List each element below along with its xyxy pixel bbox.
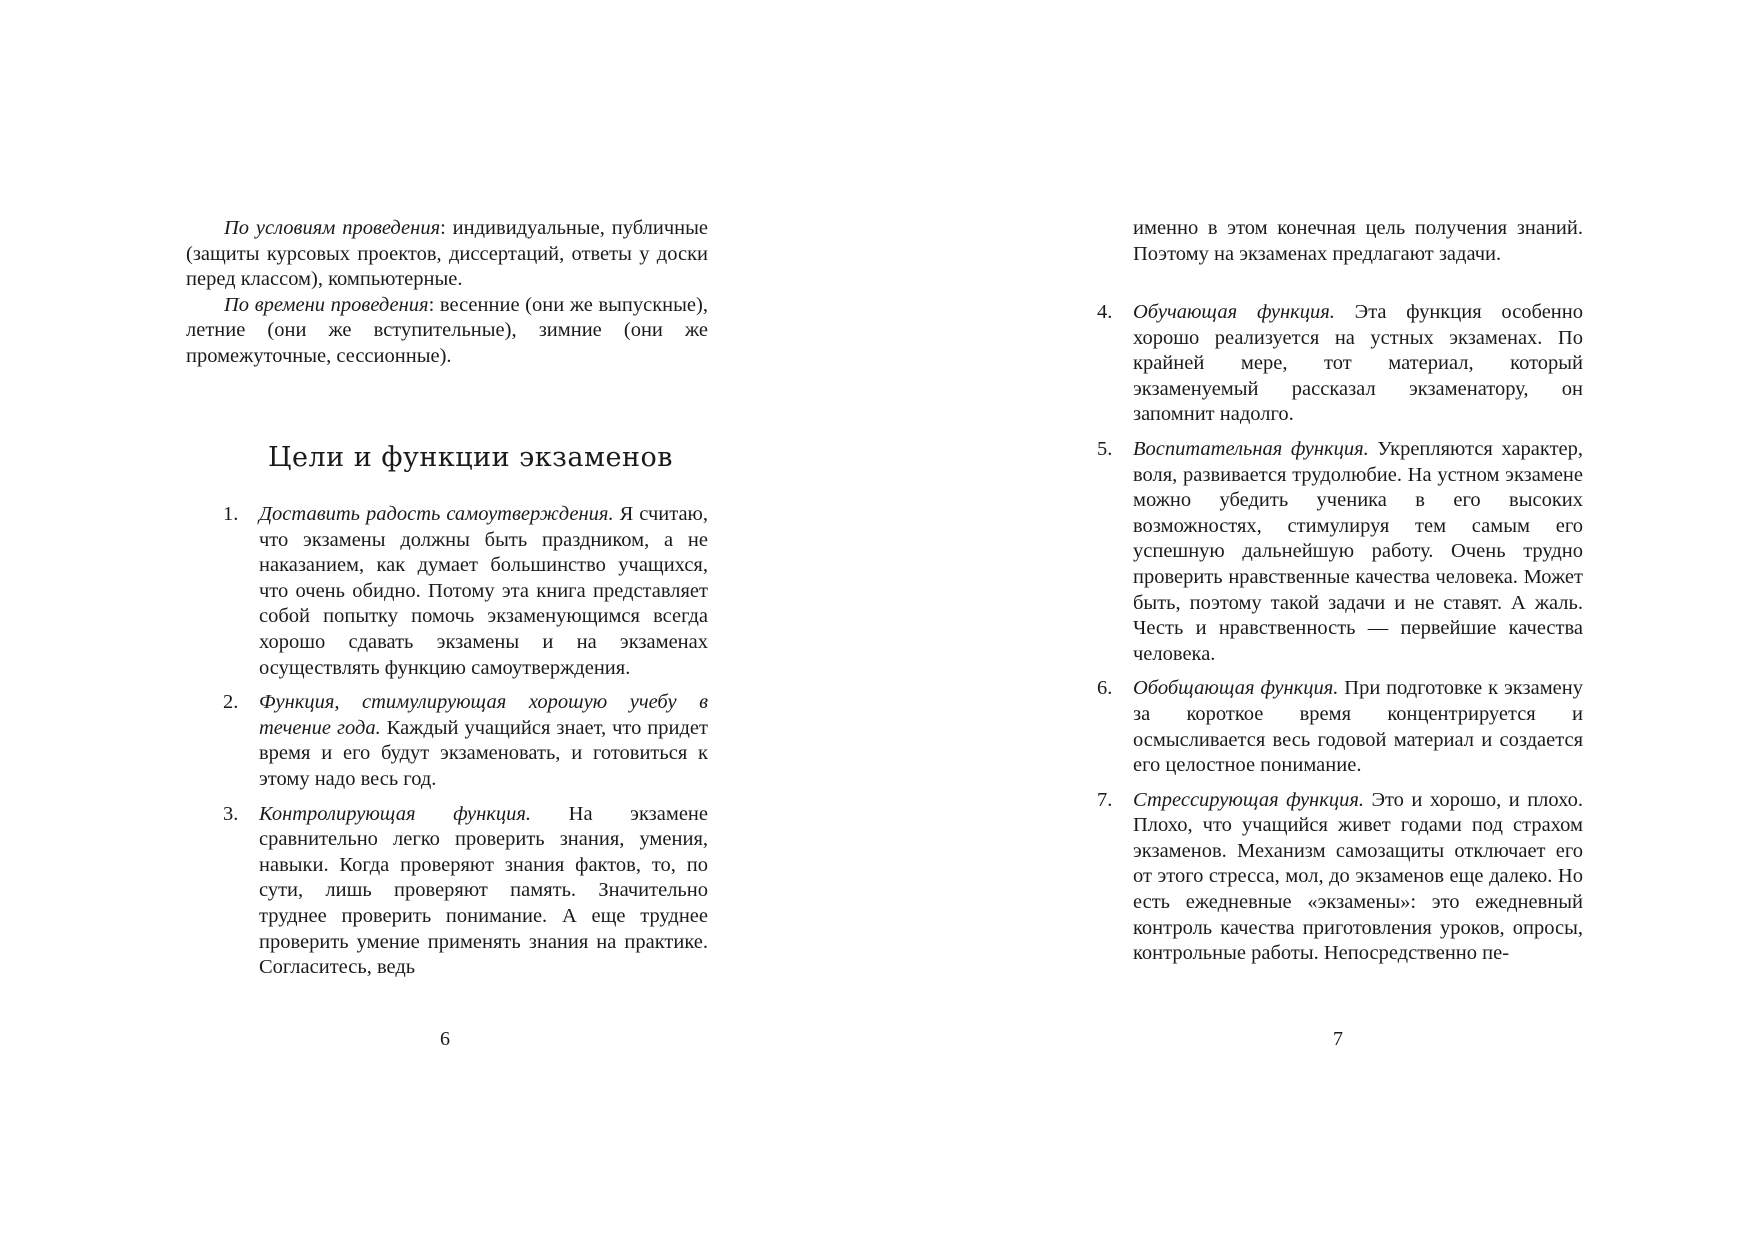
functions-list bbox=[223, 502, 709, 981]
list-item bbox=[1097, 676, 1583, 778]
item-lead: Функция, стимулирующая хорошую учебу в течение года. bbox=[259, 691, 708, 739]
right-list bbox=[1097, 300, 1584, 976]
item-number: 6. bbox=[1097, 677, 1113, 700]
item-body bbox=[259, 502, 708, 681]
page-number: 7 bbox=[1333, 1028, 1343, 1050]
paragraph-text: : весенние (они же выпускные), летние (они же вступительные), зимние (они же промежуточные, сессионные). bbox=[186, 293, 708, 367]
list-item bbox=[223, 502, 708, 681]
item-lead: Обучающая функция. bbox=[1133, 301, 1335, 323]
item-body bbox=[1133, 437, 1583, 667]
right-continuation bbox=[1133, 216, 1583, 267]
item-text: При подготовке к экзамену за короткое время концентрируется и осмысливается весь годовой материал и создается его целостное понимание. bbox=[1133, 677, 1583, 777]
list-item bbox=[1097, 300, 1583, 428]
page-number: 6 bbox=[440, 1028, 450, 1050]
paragraph-conditions bbox=[186, 216, 708, 293]
item-number: 4. bbox=[1097, 301, 1113, 323]
item-number: 7. bbox=[1097, 788, 1113, 811]
list-item bbox=[1097, 788, 1583, 967]
right-page bbox=[877, 0, 1755, 1240]
item-lead: Стрессирующая функция. bbox=[1133, 788, 1364, 811]
item-lead: Контролирующая функция. bbox=[259, 802, 532, 825]
item-text: На экзамене сравнительно легко проверить знания, умения, навыки. Когда проверяют знания фактов, то, по сути, лишь проверяют память. Значительно труднее проверить понимание. А еще труднее проверить умение применять знания на практике. Согласитесь, ведь bbox=[259, 802, 709, 979]
item-body bbox=[1133, 300, 1583, 428]
item-number: 3. bbox=[223, 802, 239, 825]
item-text: Это и хорошо, и плохо. Плохо, что учащийся живет годами под страхом экзаменов. Механизм самозащиты отключает его от этого стресса, мол, до экзаменов еще далеко. Но есть ежедневные «экзамены»: это ежедневный контроль качества приготовления уроков, опросы, контрольные работы. Непосредственно пе- bbox=[1133, 788, 1583, 965]
left-list bbox=[223, 502, 709, 990]
list-item bbox=[1097, 437, 1584, 667]
item-body bbox=[259, 690, 708, 792]
item-lead: Доставить радость самоутверждения. bbox=[259, 503, 614, 525]
left-page bbox=[0, 0, 877, 1240]
functions-list-continued bbox=[1097, 300, 1584, 967]
item-lead: Обобщающая функция. bbox=[1133, 677, 1339, 700]
left-intro bbox=[186, 216, 708, 370]
item-lead: Воспитательная функция. bbox=[1133, 437, 1369, 460]
item-body bbox=[259, 802, 708, 981]
list-item bbox=[223, 690, 708, 792]
item-number: 5. bbox=[1097, 437, 1113, 460]
item-number: 1. bbox=[223, 503, 239, 525]
item-body bbox=[1133, 676, 1583, 778]
section-heading: Цели и функции экзаменов bbox=[268, 442, 673, 473]
paragraph-lead: По условиям проведения bbox=[224, 217, 441, 239]
paragraph-time bbox=[186, 293, 708, 370]
item-number: 2. bbox=[223, 691, 239, 714]
item-text: Я считаю, что экзамены должны быть праздником, а не наказанием, как думает большинство учащихся, что очень обидно. Потому эта книга представляет собой попытку помочь экзаменующимся всегда хорошо сдавать экзамены и на экзаменах осуществлять функцию самоутверждения. bbox=[259, 503, 708, 679]
item-body bbox=[1133, 788, 1583, 967]
paragraph-lead: По времени проведения bbox=[224, 293, 429, 316]
continuation-text: именно в этом конечная цель получения знаний. Поэтому на экзаменах предлагают задачи. bbox=[1133, 217, 1583, 265]
paragraph-text: : индивидуальные, публичные (защиты курсовых проектов, диссертаций, ответы у доски перед классом), компьютерные. bbox=[186, 217, 708, 291]
item-text: Укрепляются характер, воля, развивается трудолюбие. На устном экзамене можно убедить ученика в его высоких возможностях, стимулируя тем самым его успешную дальнейшую работу. Очень трудно проверить нравственные качества человека. Может быть, поэтому такой задачи и не ставят. А жаль. Честь и нравственность — первейшие качества человека. bbox=[1133, 437, 1584, 665]
item-text: Эта функция особенно хорошо реализуется на устных экзаменах. По крайней мере, тот материал, который экзаменуемый рассказал экзаменатору, он запомнит надолго. bbox=[1133, 301, 1583, 426]
item-text: Каждый учащийся знает, что придет время и его будут экзаменовать, и готовиться к этому надо весь год. bbox=[259, 716, 708, 790]
list-item bbox=[223, 802, 709, 981]
